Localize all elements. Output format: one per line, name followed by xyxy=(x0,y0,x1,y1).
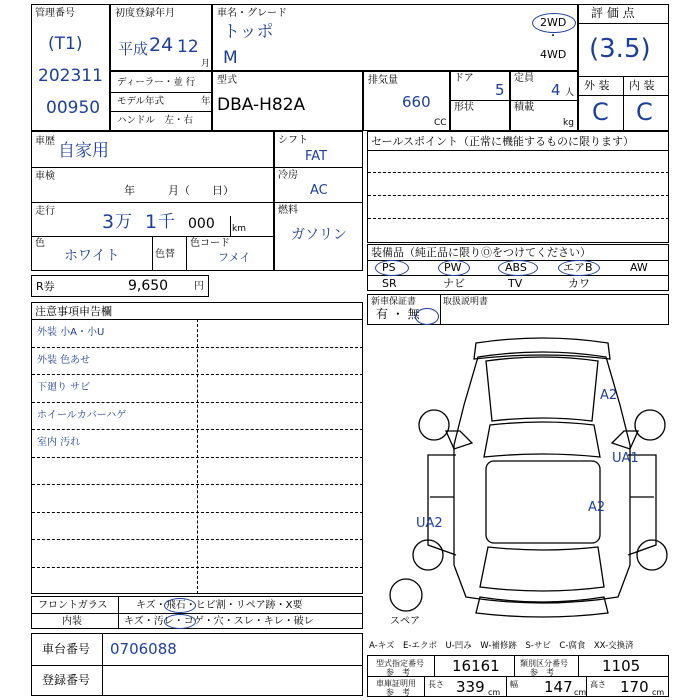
class-no-label: 類別区分番号 xyxy=(520,659,568,668)
history-label: 車歴 xyxy=(35,136,55,147)
warranty-none-circle xyxy=(415,308,439,325)
car-name-box xyxy=(212,4,578,71)
type-no-ref: 参 考 xyxy=(386,668,410,677)
dirt-circle xyxy=(164,614,196,629)
mileage-man-value: 3 xyxy=(102,211,115,233)
mgmt-box xyxy=(31,4,110,131)
first-reg-label: 初度登録年月 xyxy=(115,8,175,19)
length-value: 339 xyxy=(456,678,485,696)
height-value: 170 xyxy=(620,678,649,696)
shape-label: 形状 xyxy=(454,102,474,113)
cert-ref: 参 考 xyxy=(386,688,410,697)
equip-airbag: エアB xyxy=(563,261,593,274)
drive-4wd: 4WD xyxy=(540,48,567,61)
color-code-label: 色コード xyxy=(190,238,230,249)
equip-pw: PW xyxy=(444,261,462,274)
damage-mark-a2-side: A2 xyxy=(588,500,606,515)
notes-label: 注意事項申告欄 xyxy=(35,305,112,318)
rating-box xyxy=(578,4,669,131)
cert-label: 車庫証明用 xyxy=(376,679,416,688)
warranty-value: 有 ・ 無 xyxy=(376,307,420,321)
sales-points-box xyxy=(367,131,669,243)
load-label: 積載 xyxy=(514,102,534,113)
dealer-box xyxy=(110,71,212,131)
history-value: 自家用 xyxy=(58,141,109,161)
grade: M xyxy=(223,48,238,68)
recycle-box xyxy=(31,275,209,297)
width-unit: cm xyxy=(574,688,587,697)
kg-unit: kg xyxy=(563,118,574,128)
displacement-box xyxy=(363,71,450,131)
capacity-box xyxy=(510,71,578,131)
interior-grade: C xyxy=(636,98,653,126)
warranty-label: 新車保証書 xyxy=(371,297,417,307)
dealer-label: ディーラー・並 行 xyxy=(117,77,196,88)
mileage-sen-unit: 千 xyxy=(158,212,175,232)
length-label: 長さ xyxy=(428,680,444,689)
capacity-unit: 人 xyxy=(565,88,575,98)
mgmt-no-1: (T1) xyxy=(48,34,83,54)
equip-aw: AW xyxy=(630,261,648,274)
handle-label: ハンドル 左・右 xyxy=(117,115,194,126)
length-unit: cm xyxy=(488,688,501,697)
history-box xyxy=(31,131,274,271)
class-no-ref: 参 考 xyxy=(530,668,554,677)
front-glass-label: フロントガラス xyxy=(38,600,108,611)
door-label: ドア xyxy=(454,73,474,84)
exterior-grade: C xyxy=(592,98,609,126)
mgmt-no-2: 202311 xyxy=(38,66,103,86)
notes-box xyxy=(31,302,363,594)
note-line-4: ホイールカバーハゲ xyxy=(37,409,127,421)
recycle-unit: 円 xyxy=(194,281,204,292)
equip-abs: ABS xyxy=(505,261,527,274)
manual-label: 取扱説明書 xyxy=(443,297,489,307)
damage-mark-a2-front: A2 xyxy=(600,388,618,403)
note-line-1: 外装 小A・小U xyxy=(37,327,105,338)
color-change-label: 色替 xyxy=(155,249,175,260)
front-glass-value: キズ・飛石・ヒビ割・リペア跡・X要 xyxy=(136,600,303,611)
first-reg-era: 平成 xyxy=(118,40,149,58)
spare-label: スペア xyxy=(390,616,420,625)
ac-value: AC xyxy=(310,183,328,198)
capacity-label: 定員 xyxy=(514,73,534,84)
inspection-value: 年 月（ 日） xyxy=(124,184,234,197)
recycle-amount: 9,650 xyxy=(128,278,169,294)
type-box xyxy=(212,71,363,131)
interior-cond-value: キズ・汚レ・コゲ・穴・スレ・キレ・破レ xyxy=(124,616,314,627)
damage-mark-ua2: UA2 xyxy=(416,516,443,531)
height-label: 高さ xyxy=(590,680,606,689)
shift-label: シフト xyxy=(278,135,308,146)
height-unit: cm xyxy=(652,688,665,697)
inspection-label: 車検 xyxy=(35,171,55,182)
chassis-box xyxy=(31,633,363,696)
color-value: ホワイト xyxy=(64,248,120,264)
chassis-value: 0706088 xyxy=(110,640,177,658)
car-damage-diagram xyxy=(368,325,668,625)
car-name: トッポ xyxy=(223,22,274,42)
glass-box xyxy=(31,596,363,629)
warranty-box xyxy=(367,294,669,325)
car-name-label: 車名・グレード xyxy=(217,8,287,19)
mileage-rest: 000 xyxy=(188,216,215,232)
drive-2wd: 2WD xyxy=(540,16,567,29)
month-unit: 月 xyxy=(201,59,211,69)
note-line-5: 室内 汚れ xyxy=(37,437,81,448)
model-year-label: モデル年式 xyxy=(117,96,165,107)
first-reg-year: 24 xyxy=(149,34,174,56)
mileage-man-unit: 万 xyxy=(115,212,132,232)
class-no-value: 1105 xyxy=(602,657,641,675)
width-value: 147 xyxy=(544,678,573,696)
damage-legend: A-キズ E-エクボ U-凹み W-補修跡 S-サビ C-腐食 XX-交換済 xyxy=(369,641,634,651)
displacement-label: 排気量 xyxy=(368,75,398,86)
exterior-label: 外 装 xyxy=(584,79,610,92)
km-unit: km xyxy=(232,224,246,234)
first-reg-box xyxy=(110,4,212,71)
fuel-label: 燃料 xyxy=(278,205,298,216)
color-label: 色 xyxy=(35,238,45,249)
width-label: 幅 xyxy=(510,680,518,689)
mileage-label: 走行 xyxy=(35,206,55,217)
specs-box xyxy=(367,655,669,697)
recycle-label: R券 xyxy=(36,280,55,293)
shift-value: FAT xyxy=(305,149,328,164)
equip-navi: ナビ xyxy=(443,277,465,290)
door-box xyxy=(450,71,510,131)
model-year-unit: 年 xyxy=(201,96,211,107)
mgmt-no-label: 管理番号 xyxy=(35,8,75,19)
equip-ps: PS xyxy=(382,261,396,274)
ac-label: 冷房 xyxy=(278,170,298,181)
chassis-label: 車台番号 xyxy=(42,642,91,656)
type-no-value: 16161 xyxy=(452,657,500,675)
type-value: DBA-H82A xyxy=(217,95,306,115)
mileage-sen-value: 1 xyxy=(145,211,158,233)
door-value: 5 xyxy=(495,81,505,99)
registration-label: 登録番号 xyxy=(42,673,91,687)
drive-dot: ・ xyxy=(548,31,558,42)
equip-sr: SR xyxy=(382,277,397,290)
sales-points-label: セールスポイント（正常に機能するものに限ります） xyxy=(371,135,635,148)
note-line-2: 外装 色あせ xyxy=(37,354,91,366)
shift-box xyxy=(274,131,363,271)
equip-leather: カワ xyxy=(568,277,590,290)
fuel-value: ガソリン xyxy=(291,227,347,243)
capacity-value: 4 xyxy=(551,81,561,99)
damage-mark-ua1: UA1 xyxy=(612,451,639,466)
equipment-label: 装備品（純正品に限りⓄをつけてください） xyxy=(371,246,591,259)
first-reg-month: 12 xyxy=(177,37,199,57)
type-label: 型式 xyxy=(217,75,237,86)
color-code-value: フメイ xyxy=(218,251,251,264)
interior-cond-label: 内装 xyxy=(62,616,82,627)
type-no-label: 型式指定番号 xyxy=(376,659,424,668)
cc-unit: CC xyxy=(434,118,447,128)
rating-value: (3.5) xyxy=(589,34,651,64)
displacement-value: 660 xyxy=(402,93,431,111)
interior-label: 内 装 xyxy=(629,79,655,92)
chip-circle xyxy=(164,598,196,613)
equipment-box xyxy=(367,244,669,291)
rating-label: 評 価 点 xyxy=(591,6,635,20)
equip-tv: TV xyxy=(508,277,523,290)
note-line-3: 下廻り サビ xyxy=(37,382,91,393)
mgmt-no-3: 00950 xyxy=(46,98,101,118)
